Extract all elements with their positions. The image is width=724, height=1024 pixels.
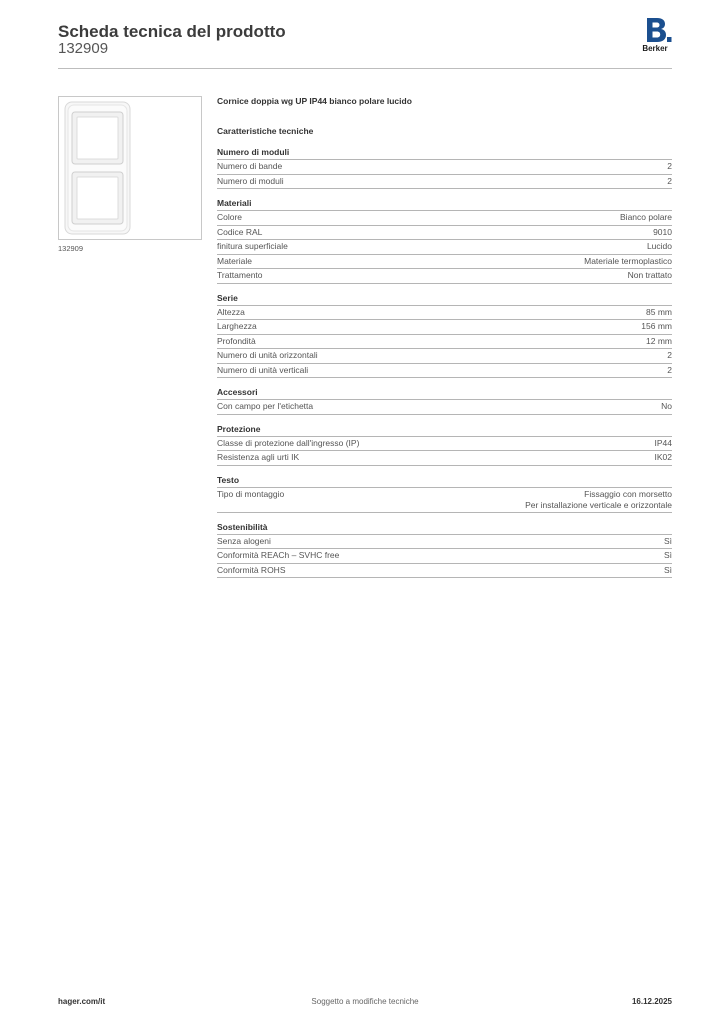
spec-value: 12 mm (646, 335, 672, 346)
spec-section (217, 198, 672, 284)
spec-label: Classe di protezione dall'ingresso (IP) (217, 437, 360, 448)
tech-specs (217, 96, 672, 587)
spec-row (217, 564, 672, 579)
section-title: Testo (217, 475, 672, 488)
spec-label: Conformità REACh – SVHC free (217, 550, 340, 560)
spec-label: Con campo per l'etichetta (217, 401, 314, 411)
spec-row (217, 255, 672, 270)
footer-disclaimer: Soggetto a modifiche tecniche (311, 997, 419, 1006)
spec-label: Resistenza agli urti IK (217, 452, 300, 462)
spec-row (217, 451, 672, 466)
image-caption: 132909 (58, 244, 84, 253)
spec-label: Numero di unità orizzontali (217, 350, 318, 360)
spec-label: finitura superficiale (217, 241, 288, 251)
spec-value: 2 (667, 364, 672, 375)
spec-value: IK02 (654, 452, 672, 462)
spec-label: Conformità ROHS (217, 564, 286, 575)
spec-value: IP44 (654, 437, 672, 448)
spec-row (217, 320, 672, 335)
spec-value: Sì (663, 550, 672, 560)
spec-label: Materiale (217, 255, 252, 266)
spec-row (217, 335, 672, 350)
spec-value: Sì (663, 535, 672, 546)
footer-date: 16.12.2025 (631, 997, 672, 1006)
spec-label: Codice RAL (217, 226, 263, 237)
spec-row (217, 226, 672, 241)
spec-label: Numero di moduli (217, 175, 284, 186)
spec-section (217, 147, 672, 189)
spec-section (217, 522, 672, 579)
spec-label: Tipo di montaggio (217, 488, 285, 499)
spec-value-line: Fissaggio con morsetto (584, 488, 672, 499)
product-image (58, 96, 202, 240)
spec-row (217, 175, 672, 190)
spec-value: Non trattato (627, 270, 672, 280)
spec-label: Colore (217, 212, 243, 222)
product-code: 132909 (58, 40, 109, 57)
spec-section (217, 293, 672, 379)
spec-value: 2 (667, 350, 672, 360)
spec-value: No (661, 401, 672, 411)
spec-label: Larghezza (217, 321, 257, 331)
section-title: Numero di moduli (217, 147, 672, 160)
spec-value: Bianco polare (620, 212, 672, 222)
spec-label: Trattamento (217, 270, 263, 280)
spec-section (217, 424, 672, 466)
page-title: Scheda tecnica del prodotto (58, 22, 286, 41)
spec-row (217, 211, 672, 226)
spec-label: Numero di unità verticali (217, 364, 309, 375)
spec-row (217, 549, 672, 564)
spec-value: Lucido (646, 241, 672, 251)
spec-value: 156 mm (641, 321, 672, 331)
spec-row (217, 306, 672, 321)
spec-row (217, 240, 672, 255)
berker-logo (638, 16, 672, 54)
tech-specs-title: Caratteristiche tecniche (217, 126, 314, 136)
footer-website: hager.com/it (58, 997, 106, 1006)
section-title: Accessori (217, 387, 672, 400)
spec-sections (217, 147, 672, 578)
berker-b-icon (638, 16, 672, 44)
spec-value: 9010 (653, 226, 672, 237)
spec-label: Numero di bande (217, 161, 283, 171)
spec-row (217, 437, 672, 452)
section-title: Sostenibilità (217, 522, 672, 535)
spec-row (217, 269, 672, 284)
spec-row (217, 349, 672, 364)
spec-row (217, 488, 672, 513)
section-title: Materiali (217, 198, 672, 211)
spec-row (217, 364, 672, 379)
logo-text: Berker (642, 44, 668, 53)
spec-row (217, 535, 672, 550)
spec-section (217, 387, 672, 415)
spec-value (525, 488, 672, 512)
spec-section (217, 475, 672, 513)
spec-label: Profondità (217, 335, 256, 346)
spec-value-line: Per installazione verticale e orizzontale (525, 499, 672, 510)
spec-label: Senza alogeni (217, 535, 271, 546)
spec-value: Materiale termoplastico (584, 255, 672, 266)
spec-value: 2 (667, 175, 672, 186)
header-divider (58, 68, 672, 69)
spec-value: 2 (667, 161, 672, 171)
spec-row (217, 160, 672, 175)
page-header (58, 20, 672, 70)
spec-row (217, 400, 672, 415)
section-title: Serie (217, 293, 672, 306)
section-title: Protezione (217, 424, 672, 437)
double-frame-image (59, 97, 201, 239)
spec-label: Altezza (217, 306, 245, 317)
product-name: Cornice doppia wg UP IP44 bianco polare lucido (217, 96, 412, 106)
spec-value: 85 mm (646, 306, 672, 317)
spec-value: Sì (663, 564, 672, 575)
